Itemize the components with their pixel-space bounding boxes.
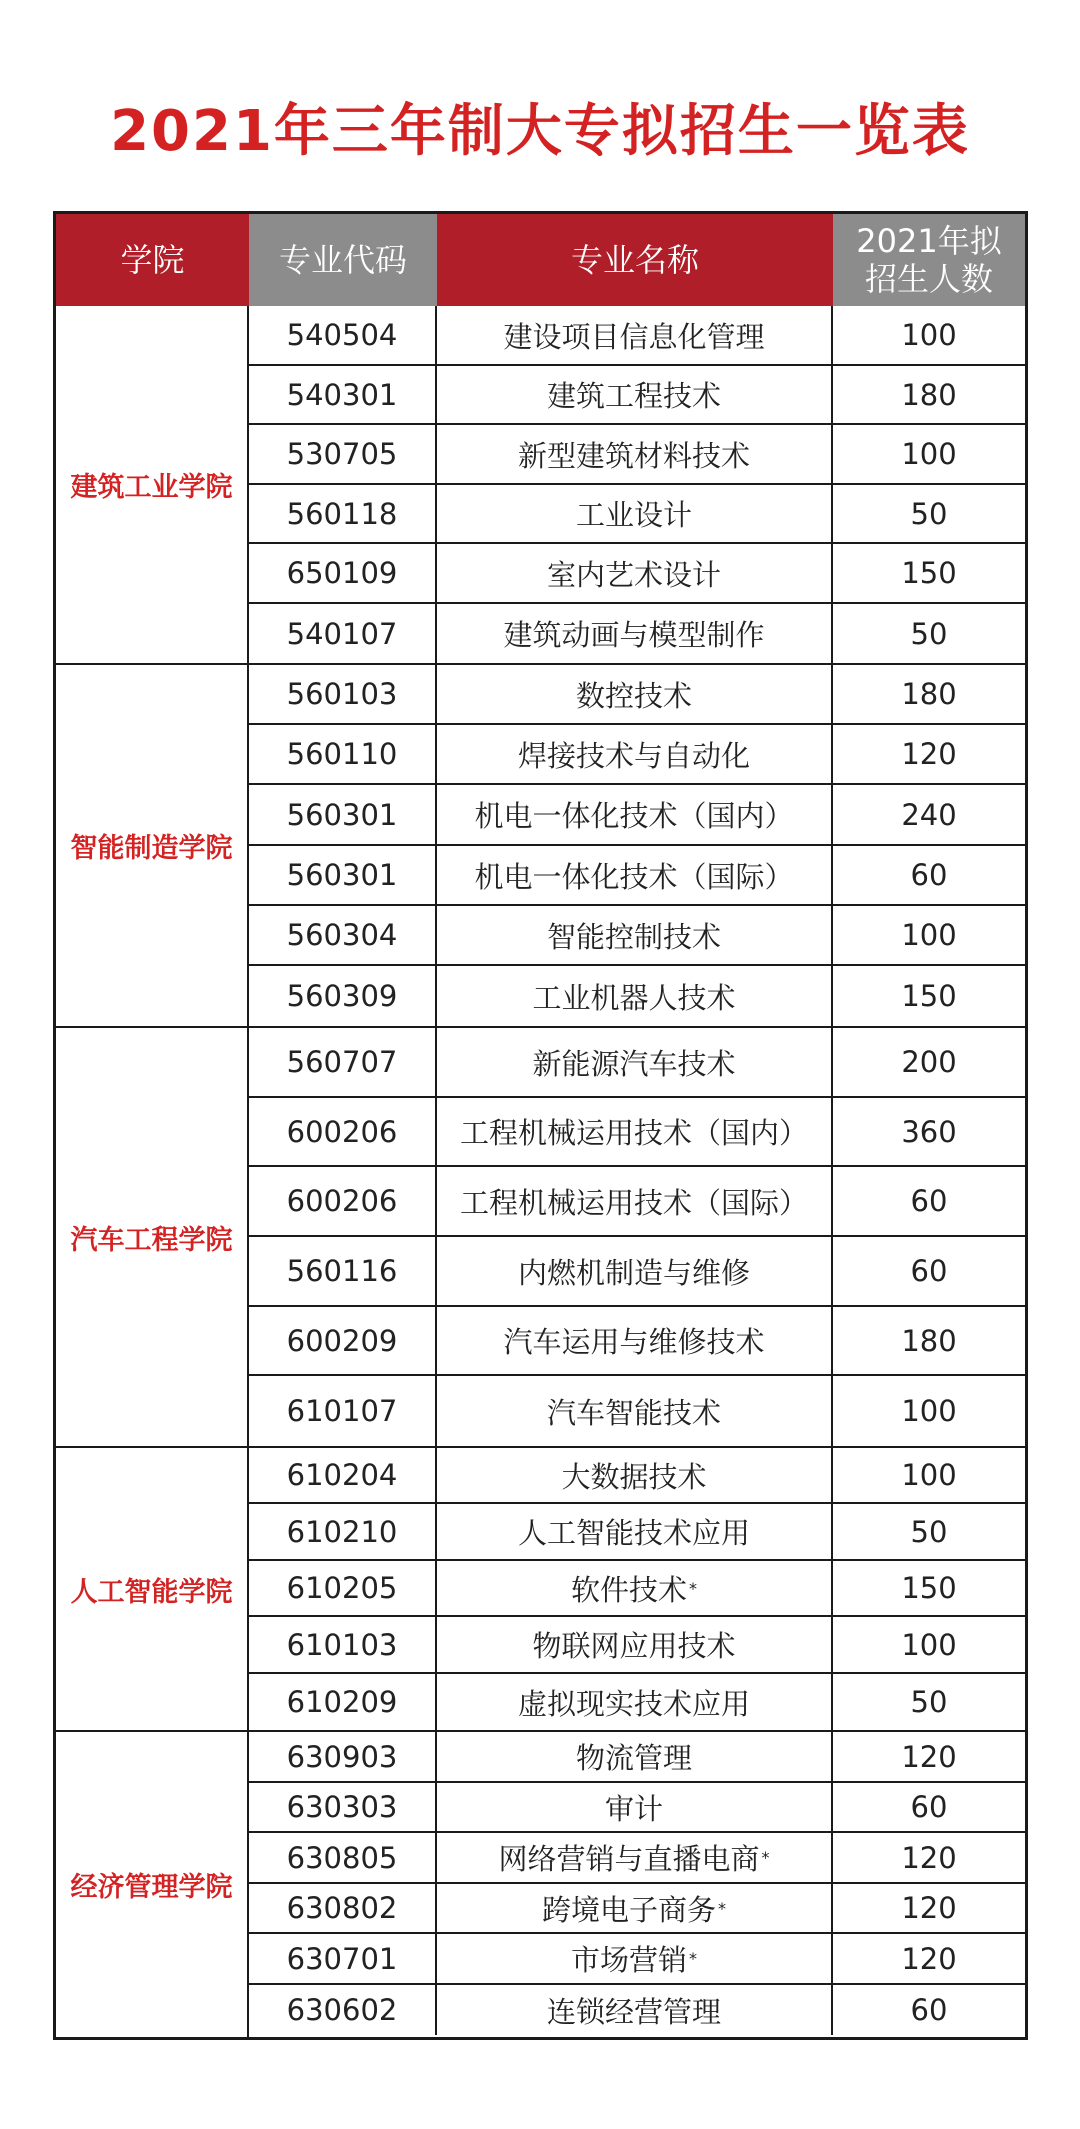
major-code: 610204 (249, 1448, 437, 1502)
major-code: 560118 (249, 485, 437, 542)
major-name: 焊接技术与自动化 (517, 738, 750, 773)
table-row (249, 485, 1025, 544)
table-row (249, 1674, 1025, 1730)
major-code: 540504 (249, 306, 437, 364)
enrollment-count: 60 (910, 1184, 948, 1218)
major-name-cell (437, 425, 833, 483)
enrollment-count: 50 (910, 616, 948, 651)
table-row (249, 1617, 1025, 1674)
major-code: 600206 (249, 1167, 437, 1235)
enrollment-count: 100 (901, 318, 957, 352)
major-name: 连锁经营管理 (546, 1994, 721, 2029)
table-row (249, 425, 1025, 485)
major-name: 机电一体化技术（国内） (474, 799, 794, 833)
major-name: 审计 (604, 1791, 663, 1826)
college-group (56, 665, 1025, 1028)
major-name: 虚拟现实技术应用 (517, 1686, 750, 1721)
major-name: 数控技术 (575, 678, 692, 713)
major-name: 建筑动画与模型制作 (503, 618, 765, 652)
table-row (249, 1985, 1025, 2035)
major-name-cell (437, 906, 833, 964)
college-group (56, 306, 1025, 665)
table-row (249, 544, 1025, 604)
table-row (249, 306, 1025, 366)
major-code: 600206 (249, 1098, 437, 1165)
enrollment-count: 120 (901, 1891, 957, 1925)
table-row (249, 1783, 1025, 1833)
college-name: 经济管理学院 (56, 1732, 249, 2037)
major-code: 630701 (249, 1934, 437, 1983)
enrollment-count: 150 (901, 1571, 957, 1605)
major-code: 560707 (249, 1028, 437, 1096)
enrollment-count: 360 (901, 1114, 957, 1149)
major-code: 610107 (249, 1376, 437, 1446)
header-college: 学院 (56, 214, 249, 306)
major-name-cell (437, 1028, 833, 1096)
major-name: 室内艺术设计 (546, 557, 721, 592)
star-mark: * (761, 1848, 770, 1867)
college-name: 智能制造学院 (56, 665, 249, 1026)
page-title: 2021年三年制大专拟招生一览表 (110, 99, 970, 164)
table-row (249, 1167, 1025, 1237)
major-name-cell (437, 1504, 833, 1559)
star-mark: * (718, 1898, 726, 1918)
table-row (249, 1098, 1025, 1167)
table-row (249, 846, 1025, 906)
enrollment-count: 50 (910, 1514, 948, 1549)
major-code: 560301 (249, 846, 437, 904)
enrollment-count: 240 (901, 797, 957, 832)
college-group (56, 1448, 1025, 1732)
major-code: 630303 (249, 1783, 437, 1831)
major-code: 560304 (249, 906, 437, 964)
enrollment-count: 60 (910, 1254, 948, 1288)
table-row (249, 1448, 1025, 1504)
major-code: 650109 (249, 544, 437, 602)
major-name-cell (437, 1376, 833, 1446)
major-name-cell (437, 485, 833, 542)
major-name: 建筑工程技术 (546, 379, 721, 413)
major-code: 540301 (249, 366, 437, 423)
major-name-cell (437, 1237, 833, 1305)
major-name-cell (437, 1561, 833, 1615)
enrollment-count: 150 (901, 556, 957, 590)
major-name-cell (437, 544, 833, 602)
major-name-cell (437, 306, 833, 364)
table-row (249, 665, 1025, 725)
major-name: 跨境电子商务 (541, 1892, 716, 1927)
table-row (249, 366, 1025, 425)
table-row (249, 604, 1025, 663)
table-row (249, 1884, 1025, 1934)
table-row (249, 725, 1025, 785)
major-code: 630805 (249, 1833, 437, 1882)
college-name: 人工智能学院 (56, 1448, 249, 1730)
major-code: 610205 (249, 1561, 437, 1615)
major-name-cell (437, 1985, 833, 2035)
enrollment-count: 100 (901, 1458, 957, 1492)
star-mark: * (689, 1949, 697, 1968)
header-code: 专业代码 (249, 214, 437, 306)
enrollment-count: 50 (910, 1685, 948, 1719)
enrollment-count: 60 (910, 1790, 948, 1824)
enrollment-count: 150 (901, 979, 957, 1013)
enrollment-count: 120 (901, 1739, 957, 1774)
table-row (249, 1028, 1025, 1098)
major-name-cell (437, 366, 833, 423)
header-count (833, 214, 1025, 306)
enrollment-count: 100 (901, 1394, 957, 1428)
major-rows (249, 1028, 1025, 1446)
table-header (56, 214, 1025, 306)
major-name: 内燃机制造与维修 (517, 1255, 750, 1290)
star-mark: * (689, 1578, 697, 1598)
major-name: 工程机械运用技术（国内） (459, 1116, 808, 1150)
major-name: 工程机械运用技术（国际） (459, 1185, 808, 1220)
enrollment-count: 100 (901, 918, 957, 952)
major-code: 560116 (249, 1237, 437, 1305)
major-name-cell (437, 1098, 833, 1165)
enrollment-count: 120 (901, 737, 957, 771)
major-name-cell (437, 725, 833, 783)
college-name: 建筑工业学院 (56, 306, 249, 663)
major-name-cell (437, 966, 833, 1026)
major-rows (249, 1448, 1025, 1730)
enrollment-count: 120 (901, 1840, 957, 1875)
enrollment-count: 60 (910, 1993, 948, 2027)
major-name: 软件技术 (570, 1572, 687, 1607)
enrollment-count: 180 (901, 1323, 957, 1358)
major-name-cell (437, 1833, 833, 1882)
major-name: 网络营销与直播电商 (498, 1842, 760, 1876)
major-name: 工业机器人技术 (532, 980, 736, 1015)
major-code: 560110 (249, 725, 437, 783)
major-name-cell (437, 1732, 833, 1781)
major-code: 560301 (249, 785, 437, 844)
college-group (56, 1028, 1025, 1448)
major-code: 600209 (249, 1307, 437, 1374)
header-count-label: 2021年拟 招生人数 (856, 222, 1002, 298)
major-name-cell (437, 1934, 833, 1983)
header-name: 专业名称 (437, 214, 833, 306)
major-code: 610210 (249, 1504, 437, 1559)
major-code: 560309 (249, 966, 437, 1026)
major-rows (249, 665, 1025, 1026)
enrollment-count: 60 (910, 858, 948, 892)
college-name: 汽车工程学院 (56, 1028, 249, 1446)
table-row (249, 966, 1025, 1026)
major-name-cell (437, 1448, 833, 1502)
major-name-cell (437, 1617, 833, 1672)
table-row (249, 1934, 1025, 1985)
major-name: 大数据技术 (561, 1459, 707, 1494)
major-name: 物联网应用技术 (532, 1629, 736, 1663)
table-row (249, 1237, 1025, 1307)
major-name: 汽车运用与维修技术 (503, 1325, 765, 1359)
table-row (249, 906, 1025, 966)
major-name: 市场营销 (570, 1943, 687, 1977)
major-code: 630903 (249, 1732, 437, 1781)
major-name-cell (437, 1167, 833, 1235)
table-row (249, 785, 1025, 846)
table-row (249, 1376, 1025, 1446)
major-name-cell (437, 1307, 833, 1374)
major-code: 530705 (249, 425, 437, 483)
enrollment-count: 50 (910, 496, 948, 531)
major-code: 540107 (249, 604, 437, 663)
major-name-cell (437, 1783, 833, 1831)
major-rows (249, 1732, 1025, 2037)
major-name: 智能控制技术 (546, 919, 721, 954)
major-code: 610103 (249, 1617, 437, 1672)
table-row (249, 1307, 1025, 1376)
enrollment-count: 120 (901, 1941, 957, 1976)
major-name: 新型建筑材料技术 (517, 438, 750, 473)
enrollment-table (53, 211, 1028, 2040)
major-name: 工业设计 (575, 498, 692, 532)
enrollment-count: 100 (901, 437, 957, 471)
major-name: 机电一体化技术（国际） (474, 859, 794, 894)
major-name-cell (437, 785, 833, 844)
major-name: 建设项目信息化管理 (503, 319, 765, 354)
major-name: 物流管理 (575, 1741, 692, 1775)
table-row (249, 1833, 1025, 1884)
major-name-cell (437, 846, 833, 904)
college-group (56, 1732, 1025, 2037)
enrollment-count: 180 (901, 377, 957, 412)
major-rows (249, 306, 1025, 663)
enrollment-count: 200 (901, 1045, 957, 1079)
table-row (249, 1561, 1025, 1617)
major-code: 560103 (249, 665, 437, 723)
major-name-cell (437, 1674, 833, 1730)
major-name-cell (437, 604, 833, 663)
table-body (56, 306, 1025, 2037)
major-name: 人工智能技术应用 (517, 1516, 750, 1550)
major-name-cell (437, 665, 833, 723)
table-row (249, 1504, 1025, 1561)
major-code: 630602 (249, 1985, 437, 2035)
table-row (249, 1732, 1025, 1783)
enrollment-count: 180 (901, 677, 957, 711)
enrollment-count: 100 (901, 1627, 957, 1662)
major-code: 610209 (249, 1674, 437, 1730)
major-name: 汽车智能技术 (546, 1395, 721, 1430)
major-name-cell (437, 1884, 833, 1932)
major-name: 新能源汽车技术 (532, 1046, 736, 1081)
major-code: 630802 (249, 1884, 437, 1932)
